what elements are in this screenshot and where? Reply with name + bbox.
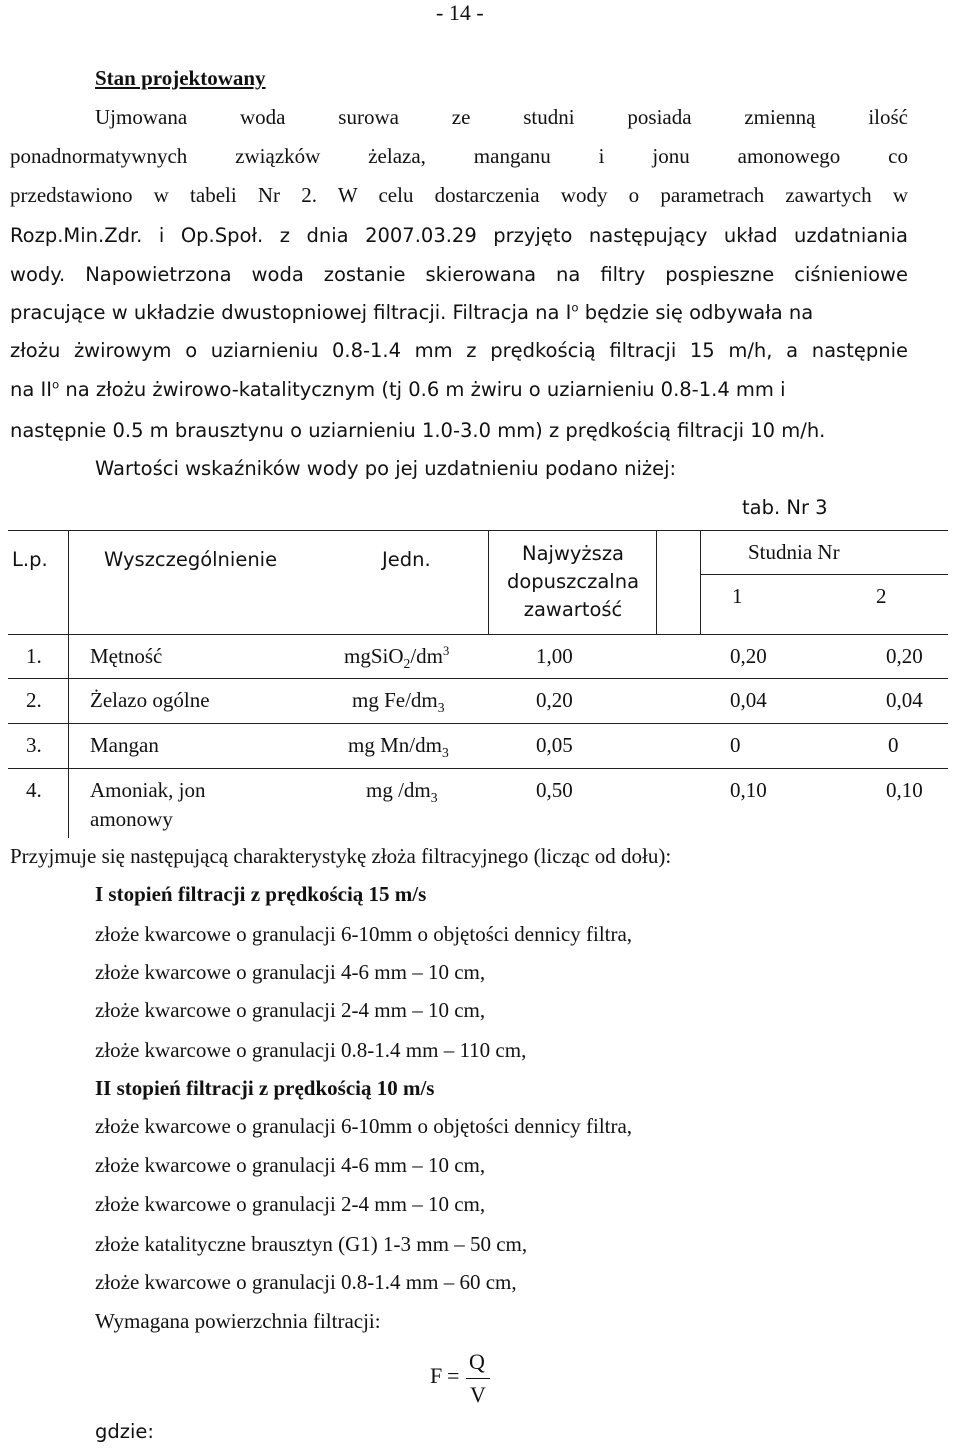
unit-superscript: 3 (443, 644, 450, 658)
intro-line-7: złożu żwirowym o uziarnieniu 0.8-1.4 mm z prędkością filtracji 15 m/h, a następnie (10, 339, 908, 362)
intro-line-8 (10, 378, 786, 401)
header-max-line-2: dopuszczalna (506, 570, 640, 593)
row-2-well-1: 0,04 (730, 688, 767, 712)
intro-line-1: Ujmowana woda surowa ze studni posiada zmienną ilość (95, 105, 908, 129)
row-2-max: 0,20 (536, 688, 573, 712)
table-divider (8, 634, 948, 635)
row-2-unit (352, 688, 445, 716)
unit-subscript: 3 (441, 745, 449, 761)
table-divider (8, 768, 948, 769)
row-4-name-line-2: amonowy (90, 807, 173, 831)
row-1-name: Mętność (90, 644, 163, 668)
row-4-name-line-1: Amoniak, jon (90, 778, 206, 802)
superscript-degree: o (571, 300, 579, 315)
unit-text: mg /dm (366, 778, 431, 802)
table-border-top (8, 530, 948, 531)
header-max-line-3: zawartość (523, 598, 623, 621)
row-1-max: 1,00 (536, 644, 573, 668)
row-4-well-1: 0,10 (730, 778, 767, 802)
intro-line-5: wody. Napowietrzona woda zostanie skierowana na filtry pospieszne ciśnieniowe (10, 263, 908, 286)
row-4-unit (366, 778, 438, 806)
row-3-well-2: 0 (888, 733, 899, 757)
stage-2-item: złoże katalityczne brausztyn (G1) 1-3 mm – 50 cm, (95, 1232, 528, 1256)
row-4-max: 0,50 (536, 778, 573, 802)
header-name: Wyszczególnienie (104, 548, 278, 571)
table-column-rule (68, 530, 69, 838)
row-2-lp: 2. (26, 688, 42, 712)
formula-lhs: F (430, 1363, 443, 1388)
row-2-well-2: 0,04 (886, 688, 923, 712)
intro-line-6-text: pracujące w układzie dwustopniowej filtracji. Filtracja na I (10, 301, 572, 324)
fraction-bar (466, 1378, 490, 1379)
unit-subscript: 3 (430, 790, 438, 806)
where-label: gdzie: (95, 1420, 154, 1443)
table-column-rule (488, 530, 489, 634)
intro-line-9: następnie 0.5 m brausztynu o uziarnieniu 1.0-3.0 mm) z prędkością filtracji 10 m/h. (10, 419, 826, 442)
intro-line-6-tail: będzie się odbywała na (578, 301, 814, 324)
formula-denominator: V (470, 1382, 486, 1407)
row-3-lp: 3. (26, 733, 42, 757)
row-2-name: Żelazo ogólne (90, 688, 210, 712)
stage-2-title: II stopień filtracji z prędkością 10 m/s (95, 1076, 435, 1100)
unit-text: mg Fe/dm (352, 688, 438, 712)
stage-1-item: złoże kwarcowe o granulacji 2-4 mm – 10 cm, (95, 998, 486, 1022)
header-well-2: 2 (876, 584, 887, 608)
table-divider (8, 678, 948, 679)
header-unit: Jedn. (382, 548, 431, 571)
unit-subscript: 2 (403, 656, 411, 672)
unit-text: /dm (410, 644, 444, 668)
row-3-max: 0,05 (536, 733, 573, 757)
formula-numerator: Q (469, 1349, 485, 1374)
table-subheader-line (700, 574, 948, 575)
char-intro: Przyjmuje się następującą charakterystykę złoża filtracyjnego (licząc od dołu): (10, 844, 672, 868)
stage-1-title: I stopień filtracji z prędkością 15 m/s (95, 882, 427, 906)
unit-text: mgSiO (344, 644, 404, 668)
intro-line-6 (10, 301, 813, 324)
table-caption: tab. Nr 3 (742, 496, 828, 519)
stage-1-item: złoże kwarcowe o granulacji 6-10mm o objętości dennicy filtra, (95, 922, 633, 946)
intro-line-2: ponadnormatywnych związków żelaza, manganu i jonu amonowego co (10, 144, 908, 168)
formula-equals: = (447, 1363, 460, 1388)
stage-1-item: złoże kwarcowe o granulacji 4-6 mm – 10 cm, (95, 960, 486, 984)
table-column-rule (700, 530, 701, 634)
row-1-lp: 1. (26, 644, 42, 668)
stage-2-item: złoże kwarcowe o granulacji 6-10mm o objętości dennicy filtra, (95, 1114, 633, 1138)
header-lp: L.p. (12, 548, 48, 571)
row-1-unit (344, 644, 450, 672)
row-1-well-2: 0,20 (886, 644, 923, 668)
intro-line-4: Rozp.Min.Zdr. i Op.Społ. z dnia 2007.03.29 przyjęto następujący układ uzdatniania (10, 224, 908, 247)
superscript-degree: o (52, 377, 60, 392)
row-1-well-1: 0,20 (730, 644, 767, 668)
intro-line-3: przedstawiono w tabeli Nr 2. W celu dostarczenia wody o parametrach zawartych w (10, 183, 908, 207)
header-well-1: 1 (732, 584, 743, 608)
stage-2-item: złoże kwarcowe o granulacji 4-6 mm – 10 cm, (95, 1153, 486, 1177)
row-4-well-2: 0,10 (886, 778, 923, 802)
table-divider (8, 723, 948, 724)
stage-2-item: złoże kwarcowe o granulacji 0.8-1.4 mm – 60 cm, (95, 1270, 517, 1294)
intro-line-8-tail: na złożu żwirowo-katalitycznym (tj 0.6 m żwiru o uziarnieniu 0.8-1.4 mm i (59, 378, 786, 401)
row-4-lp: 4. (26, 778, 42, 802)
intro-line-8-text: na II (10, 378, 53, 401)
unit-subscript: 3 (437, 700, 445, 716)
header-max-line-1: Najwyższa (521, 542, 625, 565)
row-3-well-1: 0 (730, 733, 741, 757)
header-well: Studnia Nr (748, 540, 840, 564)
section-heading: Stan projektowany (95, 66, 266, 90)
intro-line-10: Wartości wskaźników wody po jej uzdatnieniu podano niżej: (95, 457, 677, 480)
row-3-unit (348, 733, 449, 761)
page-number: - 14 - (436, 0, 484, 25)
required-area-label: Wymagana powierzchnia filtracji: (95, 1309, 381, 1333)
row-3-name: Mangan (90, 733, 159, 757)
unit-text: mg Mn/dm (348, 733, 442, 757)
table-column-rule (656, 530, 657, 634)
stage-2-item: złoże kwarcowe o granulacji 2-4 mm – 10 cm, (95, 1192, 486, 1216)
stage-1-item: złoże kwarcowe o granulacji 0.8-1.4 mm – 110 cm, (95, 1038, 527, 1062)
